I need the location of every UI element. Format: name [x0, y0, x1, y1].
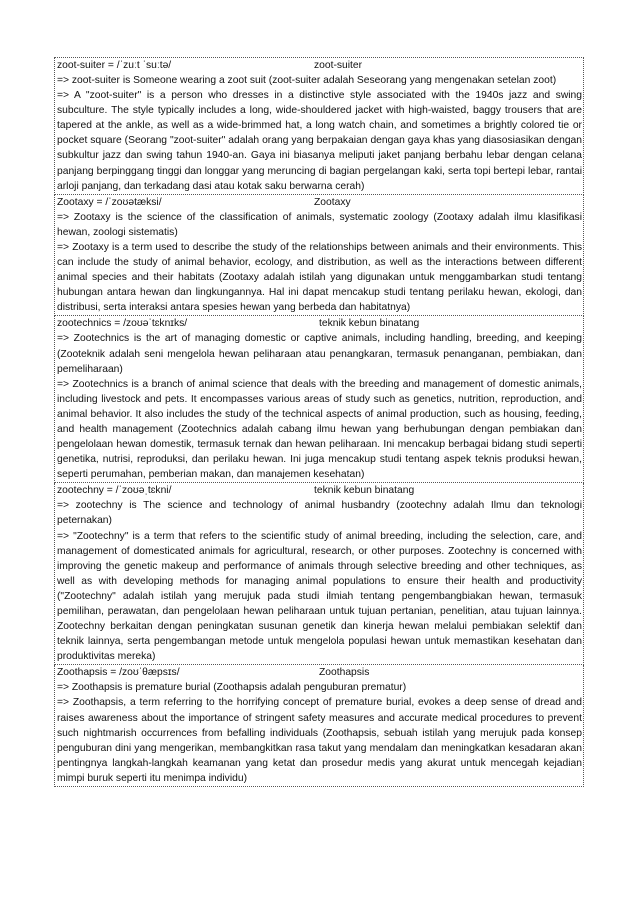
- entry-zootaxy: [54, 195, 584, 317]
- entry-definition: => Zootaxy is the science of the classification of animals, systematic zoology (Zootaxy adalah ilmu klasifikasi hewan, zoologi sistematis): [57, 211, 582, 238]
- entry-zoot-suiter: [54, 57, 584, 195]
- entry-term: zootechny = /ˈzoʊəˌtɛkni/: [57, 485, 172, 497]
- entry-explanation: => Zootechnics is a branch of animal science that deals with the breeding and management of domestic animals, including livestock and pets. It encompasses various areas of study such as genetics, nutrition, reproduction, and animal behavior. It also includes the study of the technical aspects of animal production, such as housing, feeding, and health management (Zootechnics adalah cabang ilmu hewan yang berhubungan dengan pembiakan dan pengelolaan hewan domestik, termasuk ternak dan hewan peliharaan. Ini mencakup berbagai bidang studi seperti genetika, nutrisi, reproduksi, dan perilaku hewan. Ini juga mencakup studi tentang aspek teknis produksi hewan, seperti perumahan, pemberian makan, dan manajemen kesehatan): [57, 378, 582, 481]
- entry-term: Zootaxy = /ˈzoʊətæksi/: [57, 196, 162, 208]
- entry-term: zootechnics = /zoʊəˈtɛknɪks/: [57, 318, 188, 330]
- entry-translation: Zoothapsis: [319, 667, 370, 679]
- entry-header: [55, 483, 583, 498]
- entry-header: [55, 316, 583, 331]
- entry-definition: => Zootechnics is the art of managing domestic or captive animals, including handling, breeding, and keeping (Zooteknik adalah seni mengelola hewan peliharaan atau penangkaran, termasuk penanganan, pembiakan, dan pemeliharaan): [57, 333, 582, 375]
- entry-translation: teknik kebun binatang: [314, 485, 415, 497]
- glossary-document: [54, 57, 584, 787]
- entry-explanation: => A "zoot-suiter" is a person who dresses in a distinctive style associated with the 1940s jazz and swing subculture. The style typically includes a long, wide-shouldered jacket with high-waisted, baggy trousers that are tapered at the ankle, as well as a wide-brimmed hat, a long watch chain, and sometimes a brightly colored tie or pocket square (Seorang "zoot-suiter" adalah orang yang berpakaian dengan gaya khas yang diasosiasikan dengan subkultur jazz dan swing tahun 1940-an. Gaya ini biasanya meliputi jaket panjang berbahu lebar dengan celana panjang berpinggang tinggi dan longgar yang meruncing di bagian pergelangan kaki, serta topi bertepi lebar, rantai arloji panjang, dan terkadang dasi atau kotak saku berwarna cerah): [57, 90, 582, 192]
- entry-header: [55, 195, 583, 210]
- entry-definition: => Zoothapsis is premature burial (Zoothapsis adalah penguburan prematur): [57, 682, 407, 694]
- entry-translation: Zootaxy: [314, 196, 351, 208]
- entry-explanation: => Zoothapsis, a term referring to the horrifying concept of premature burial, evokes a deep sense of dread and raises awareness about the importance of stringent safety measures and accurate medical procedures to prevent such nightmarish occurrences from befalling individuals (Zoothapsis, sebuah istilah yang merujuk pada konsep penguburan dini yang mengerikan, membangkitkan rasa takut yang mendalam dan meningkatkan kesadaran akan pentingnya langkah-langkah keamanan yang ketat dan prosedur medis yang akurat untuk mencegah kejadian mimpi buruk seperti itu menimpa individu): [57, 697, 582, 784]
- entry-zoothapsis: [54, 665, 584, 787]
- entry-term: Zoothapsis = /zoʊˈθæpsɪs/: [57, 667, 180, 679]
- entry-zootechny: [54, 483, 584, 665]
- entry-explanation: => Zootaxy is a term used to describe the study of the relationships between animals and their environments. This can include the study of animal behavior, ecology, and distribution, as well as the interactions between different animal species and their habitats (Zootaxy adalah istilah yang digunakan untuk menggambarkan studi tentang hubungan antara hewan dan lingkungannya. Hal ini dapat mencakup studi tentang perilaku hewan, ekologi, dan distribusi, serta interaksi antara spesies hewan yang berbeda dan habitatnya): [57, 241, 582, 314]
- entry-zootechnics: [54, 316, 584, 483]
- entry-translation: zoot-suiter: [314, 60, 363, 71]
- entry-definition: => zoot-suiter is Someone wearing a zoot suit (zoot-suiter adalah Seseorang yang mengenakan setelan zoot): [57, 75, 557, 86]
- entry-explanation: => "Zootechny" is a term that refers to the scientific study of animal breeding, including the selection, care, and management of domesticated animals for agricultural, research, or other purposes. Zootechny is concerned with improving the genetic makeup and performance of animals through selective breeding and other techniques, as well as with developing methods for managing animal populations to ensure their health and productivity ("Zootechny" adalah istilah yang merujuk pada studi ilmiah tentang pengembangbiakan hewan, termasuk pemilihan, perawatan, dan pengelolaan hewan peliharaan untuk tujuan pertanian, penelitian, atau tujuan lainnya. Zootechny berkaitan dengan peningkatan susunan genetik dan kinerja hewan melalui pembiakan selektif dan teknik lainnya, serta pengembangan metode untuk mengelola populasi hewan untuk memastikan kesehatan dan produktivitas mereka): [57, 530, 582, 663]
- entry-translation: teknik kebun binatang: [319, 318, 420, 330]
- entry-header: [55, 665, 583, 680]
- entry-term: zoot-suiter = /ˈzuːt ˈsuːtə/: [57, 60, 172, 71]
- entry-header: [55, 58, 583, 73]
- entry-definition: => zootechny is The science and technology of animal husbandry (zootechny adalah Ilmu dan teknologi peternakan): [57, 500, 582, 527]
